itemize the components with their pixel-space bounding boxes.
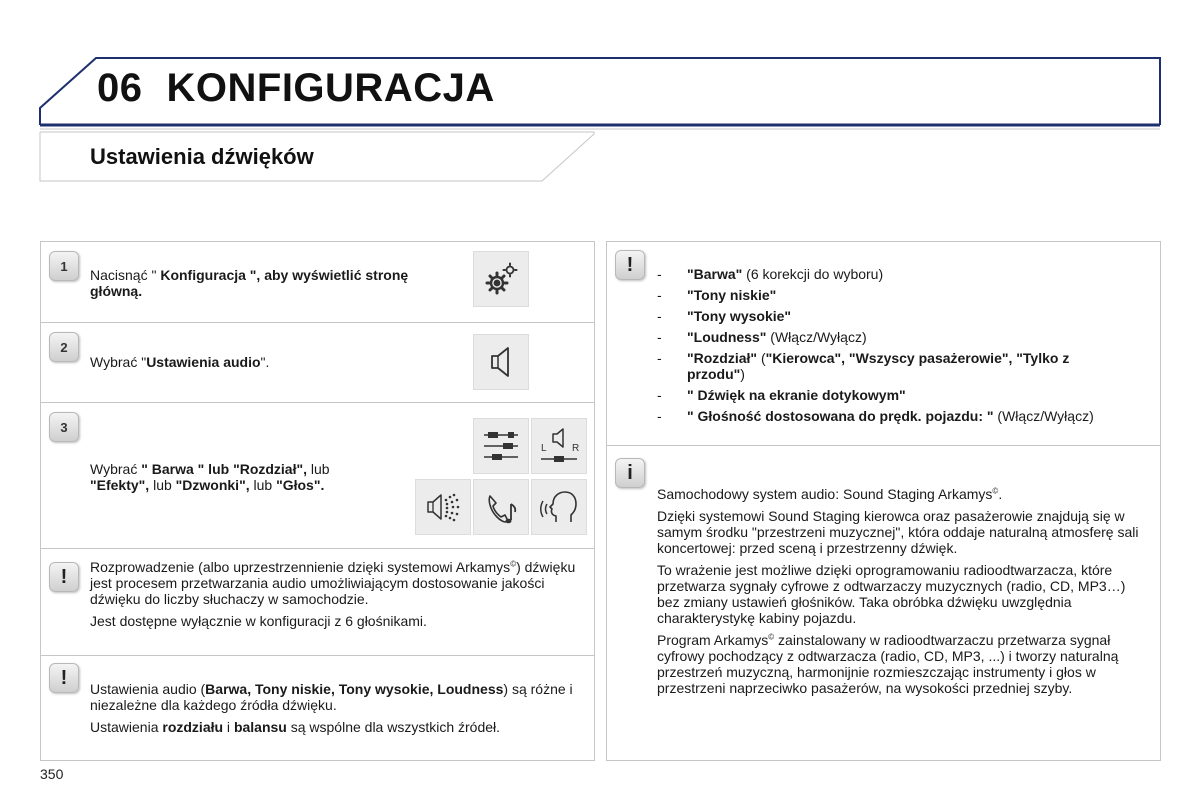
info-panel	[606, 241, 1161, 761]
note-1-text	[90, 559, 580, 635]
list-dash: -	[657, 387, 662, 403]
info-p4-b: zainstalowany w radioodtwarzaczu przetwarza sygnał cyfrowy pochodzący z odtwarzacza (radio, CD, MP3, ...) i tworzy naturalną przestrzeń muzyczną, harmonijnie rozmieszczając instrumenty i głos w przestrzeni naprzeciwko pasażerów, na wysokości przedniej szyby.	[657, 632, 1119, 696]
settings-list-row	[607, 242, 1160, 446]
step-3-text-f: "Dzwonki",	[175, 477, 250, 493]
info-p1-b: .	[998, 486, 1003, 502]
chapter-title	[97, 66, 495, 111]
list-item-7-b: (Włącz/Wyłącz)	[993, 408, 1094, 424]
info-paragraph-2	[657, 508, 1147, 556]
note-2-paragraph-2	[90, 719, 585, 735]
svg-text:L: L	[541, 443, 547, 454]
note-1-paragraph-2	[90, 613, 580, 629]
step-3-text-h: "Głos".	[276, 477, 325, 493]
list-dash: -	[657, 329, 662, 345]
gears-icon[interactable]	[473, 251, 529, 307]
warning-icon: !	[49, 562, 79, 592]
info-paragraph-3	[657, 562, 1147, 626]
list-item	[657, 308, 1157, 324]
list-dash: -	[657, 308, 662, 324]
list-dash: -	[657, 408, 662, 424]
step-3-text-e: lub	[149, 477, 176, 493]
info-paragraph-4	[657, 632, 1147, 696]
page-number: 350	[40, 766, 64, 782]
note-2-p1-a: Ustawienia audio (	[90, 681, 206, 697]
list-dash: -	[657, 350, 662, 366]
info-p1-sup: ©	[992, 486, 999, 496]
list-item	[657, 387, 1157, 403]
list-item-6-a: " Dźwięk na ekranie dotykowym"	[687, 387, 906, 403]
step-3-text-d: "Efekty",	[90, 477, 150, 493]
note-1-p1-a: Rozprowadzenie (albo uprzestrzennienie dzięki systemowi Arkamys	[90, 559, 511, 575]
note-1-p1-sup: ©	[510, 559, 517, 569]
list-item-1-b: (6 korekcji do wyboru)	[742, 266, 884, 282]
warning-icon: !	[615, 250, 645, 280]
step-1-badge: 1	[49, 251, 79, 281]
voice-head-icon[interactable]	[531, 479, 587, 535]
list-item	[657, 266, 1157, 282]
step-1-text-b: Konfiguracja ", aby wyświetlić stronę główną.	[90, 267, 409, 299]
info-p1-a: Samochodowy system audio: Sound Staging Arkamys	[657, 486, 993, 502]
note-2-p1-c: ) są różne i niezależne dla każdego źródła dźwięku.	[90, 681, 573, 713]
info-p4-a: Program Arkamys	[657, 632, 769, 648]
info-text	[657, 486, 1147, 702]
steps-panel	[40, 241, 595, 761]
step-3-text-a: Wybrać	[90, 461, 142, 477]
step-2-text-c: ".	[260, 354, 270, 370]
list-item	[657, 350, 1157, 382]
note-2-p2-b: rozdziału	[162, 719, 224, 735]
note-2-p1-b: Barwa, Tony niskie, Tony wysokie, Loudness	[205, 681, 504, 697]
warning-icon: !	[49, 663, 79, 693]
step-2-text-b: Ustawienia audio	[146, 354, 261, 370]
list-item-7-a: " Głośność dostosowana do prędk. pojazdu: "	[687, 408, 994, 424]
step-3-text-c: lub	[307, 461, 330, 477]
note-2-p2-d: balansu	[233, 719, 287, 735]
note-2-p2-c: i	[223, 719, 234, 735]
step-1-text-a: Nacisnąć "	[90, 267, 157, 283]
list-item-1-a: "Barwa"	[687, 266, 743, 282]
balance-speaker-icon[interactable]	[531, 418, 587, 474]
svg-text:R: R	[572, 443, 580, 454]
info-paragraph-1	[657, 486, 1147, 502]
section-title: Ustawienia dźwięków	[90, 144, 314, 169]
chapter-number: 06	[97, 66, 143, 110]
step-3-text	[90, 461, 380, 493]
step-1-row	[41, 242, 594, 323]
info-p4-sup: ©	[768, 632, 775, 642]
list-item-3-a: "Tony wysokie"	[687, 308, 792, 324]
list-item-2-a: "Tony niskie"	[687, 287, 777, 303]
note-1-p2-a: Jest dostępne wyłącznie w konfiguracji z 6 głośnikami.	[90, 613, 427, 629]
equalizer-icon[interactable]	[473, 418, 529, 474]
settings-list	[657, 266, 1157, 429]
note-2-p2-a: Ustawienia	[90, 719, 163, 735]
speaker-icon[interactable]	[473, 334, 529, 390]
step-3-text-b: " Barwa " lub "Rozdział",	[141, 461, 308, 477]
info-icon: i	[615, 458, 645, 488]
note-2-text	[90, 681, 585, 741]
list-item-5-c: "Kierowca", "Wszyscy pasażerowie", "Tylko z przodu"	[687, 350, 1070, 382]
step-2-text	[90, 354, 420, 370]
note-2-paragraph-1	[90, 681, 585, 713]
speaker-effects-icon[interactable]	[415, 479, 471, 535]
step-2-badge: 2	[49, 332, 79, 362]
list-dash: -	[657, 287, 662, 303]
step-3-badge: 3	[49, 412, 79, 442]
list-item	[657, 408, 1157, 424]
note-1-row	[41, 549, 594, 656]
note-2-p2-e: są wspólne dla wszystkich źródeł.	[286, 719, 501, 735]
list-item-5-d: )	[740, 366, 745, 382]
info-p3-a: To wrażenie jest możliwe dzięki oprogramowaniu radioodtwarzacza, które przetwarza sygnały cyfrowe z odtwarzaczy muzycznych (radio, CD, MP3…) bez zmiany ustawień głośników. Taka obróbka dźwięku uwzględnia charakterystykę kabiny pojazdu.	[657, 562, 1126, 626]
chapter-title-text: KONFIGURACJA	[166, 66, 495, 110]
step-2-row	[41, 323, 594, 403]
step-2-text-a: Wybrać "	[90, 354, 147, 370]
list-item-5-a: "Rozdział"	[687, 350, 758, 366]
info-p2-a: Dzięki systemowi Sound Staging kierowca oraz pasażerowie znajdują się w samym środku "przestrzeni muzycznej", która oddaje naturalną atmosferę sali koncertowej: przed sceną i przestrzenny dźwięk.	[657, 508, 1139, 556]
note-1-paragraph-1	[90, 559, 580, 607]
step-1-text	[90, 267, 420, 299]
note-1-p1-b: ) dźwięku jest procesem przetwarzania audio umożliwiającym dostosowanie jakości dźwięku do liczby słuchaczy w samochodzie.	[90, 559, 576, 607]
list-item-5-b: (	[757, 350, 766, 366]
list-item	[657, 287, 1157, 303]
note-2-row	[41, 656, 594, 760]
list-item-4-b: (Włącz/Wyłącz)	[766, 329, 867, 345]
step-3-text-g: lub	[249, 477, 277, 493]
list-item-4-a: "Loudness"	[687, 329, 767, 345]
list-dash: -	[657, 266, 662, 282]
list-item	[657, 329, 1157, 345]
step-3-row	[41, 403, 594, 549]
ringtone-phone-icon[interactable]	[473, 479, 529, 535]
info-row	[607, 446, 1160, 760]
